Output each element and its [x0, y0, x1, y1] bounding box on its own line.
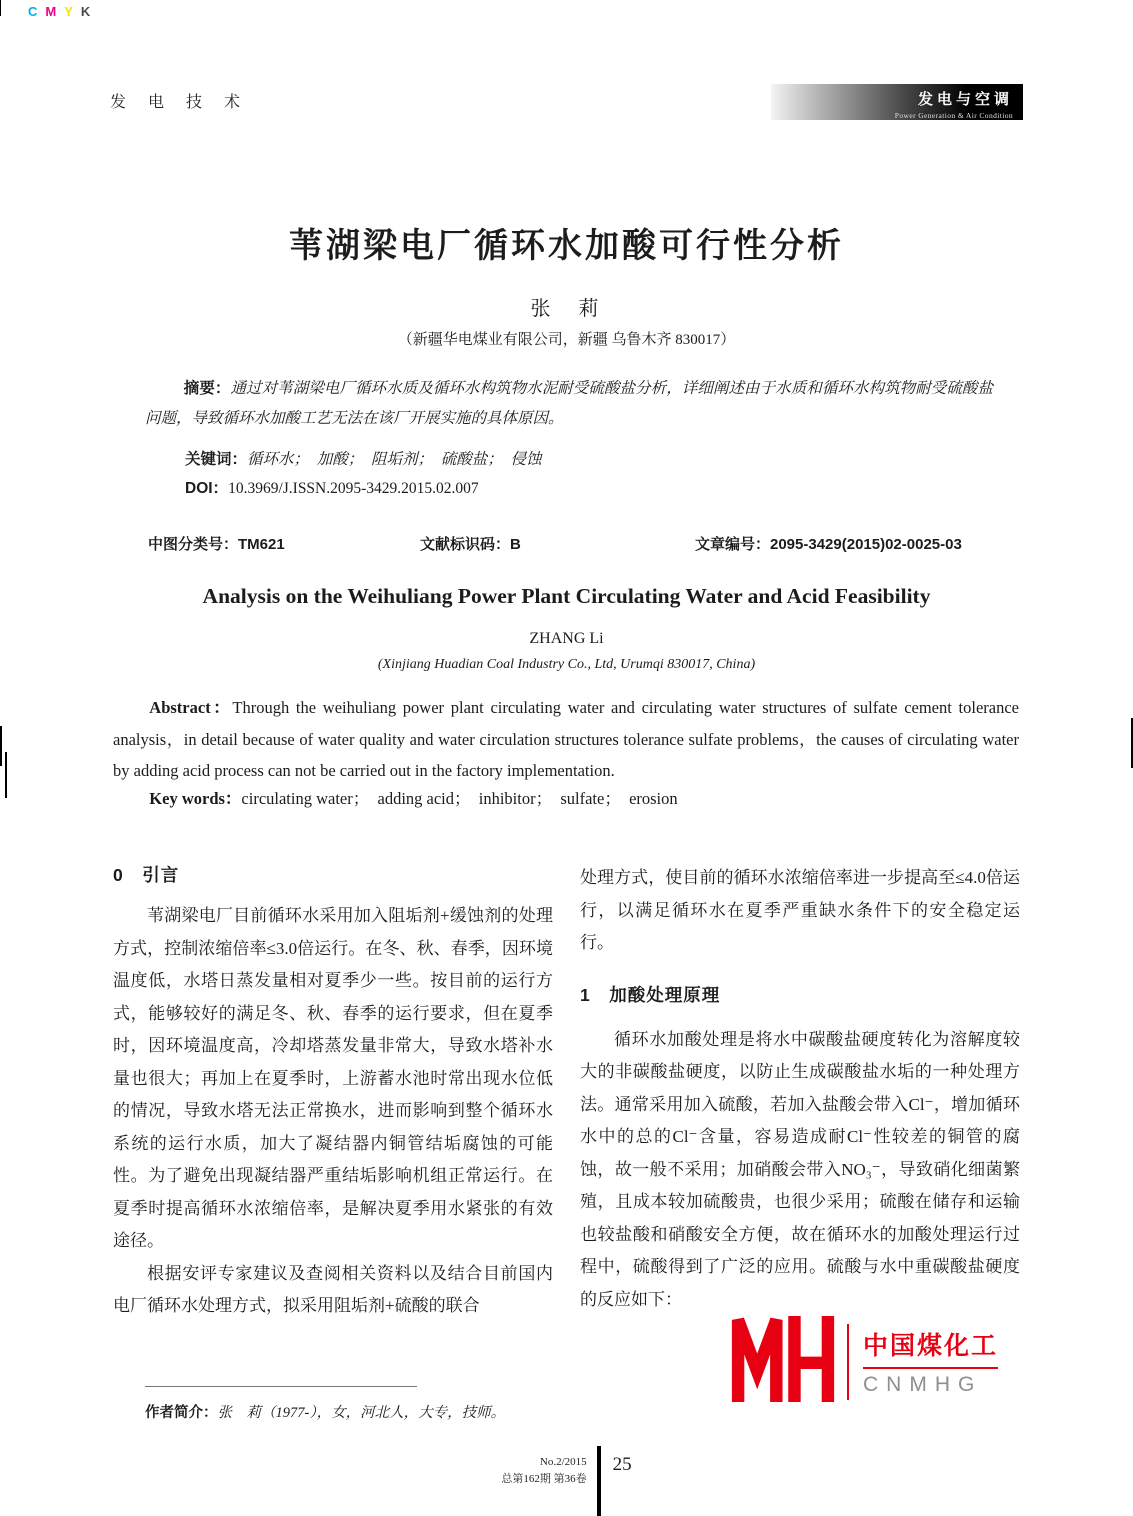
logo-rule [863, 1367, 998, 1369]
section-0-paragraph-2-continued: 处理方式，使目前的循环水浓缩倍率进一步提高至≤4.0倍运行，以满足循环水在夏季严重缺水条件下的安全稳定运行。 [580, 868, 1020, 952]
doi-line [185, 476, 479, 498]
abstract-en-label: Abstract： [149, 698, 233, 717]
keywords-en-text: circulating water； adding acid； inhibitor； sulfate； erosion [241, 789, 678, 808]
logo-text-en: CNMHG [863, 1373, 983, 1396]
author-bio-label: 作者简介： [145, 1405, 218, 1421]
banner-subtitle: Power Generation & Air Condition [894, 111, 1013, 120]
abstract-cn [145, 374, 993, 434]
affiliation-en: (Xinjiang Huadian Coal Industry Co., Ltd, Urumqi 830017, China) [377, 657, 756, 672]
section-0-paragraph-1: 苇湖梁电厂目前循环水采用加入阻垢剂+缓蚀剂的处理方式，控制浓缩倍率≤3.0倍运行。在冬、秋、春季，因环境温度低，水塔日蒸发量相对夏季少一些。按目前的运行方式，能够较好的满足冬、秋、春季的运行要求，但在夏季时，因环境温度高，冷却塔蒸发量非常大，导致水塔补水量也很大；再加上在夏季时，上游蓄水池时常出现水位低的情况，导致水塔无法正常换水，进而影响到整个循环水系统的运行水质，加大了凝结器内铜管结垢腐蚀的可能性。为了避免出现凝结器严重结垢影响机组正常运行。在夏季时提高循环水浓缩倍率，是解决夏季用水紧张的有效途径。 [113, 906, 553, 1250]
cmyk-c-mark: C [28, 4, 40, 19]
section-1-paragraph-1: 循环水加酸处理是将水中碳酸盐硬度转化为溶解度较大的非碳酸盐硬度，以防止生成碳酸盐水垢的一种处理方法。通常采用加入硫酸，若加入盐酸会带入Cl⁻，增加循环水中的总的Cl⁻含量，容易造成耐Cl⁻性较差的铜管的腐蚀，故一般不采用；加硝酸会带入NO₃⁻，导致硝化细菌繁殖，且成本较加硫酸贵，也很少采用；硫酸在储存和运输也较盐酸和硝酸安全方便，故在循环水的加酸处理运行过程中，硫酸得到了广泛的应用。硫酸与水中重碳酸盐硬度的反应如下： [580, 1029, 1020, 1309]
section-0-heading: 0 引言 [113, 865, 180, 885]
abstract-cn-text: 通过对苇湖梁电厂循环水质及循环水构筑物水泥耐受硫酸盐分析，详细阐述由于水质和循环水构筑物耐受硫酸盐问题，导致循环水加酸工艺无法在该厂开展实施的具体原因。 [145, 380, 993, 427]
cmyk-k-mark: K [80, 4, 93, 19]
affiliation-cn: （新疆华电煤业有限公司，新疆 乌鲁木齐 830017） [397, 332, 736, 348]
body-columns [113, 862, 1020, 1323]
print-edge-mark-left-2 [5, 752, 7, 798]
print-edge-mark-left-1 [0, 726, 2, 766]
journal-banner [771, 84, 1023, 120]
abstract-cn-label: 摘要： [183, 380, 231, 397]
keywords-cn-label: 关键词： [185, 451, 248, 468]
doi-value: 10.3969/J.ISSN.2095-3429.2015.02.007 [228, 480, 479, 497]
logo-divider [847, 1324, 849, 1400]
keywords-en [113, 785, 1019, 809]
abstract-en-text: Through the weihuliang power plant circulating water and circulating water structures of sulfate cement tolerance analysis，in detail because of water quality and water circulation structures tolerance sulfate problems，the causes of circulating water by adding acid process can not be carried out in the factory implementation. [113, 698, 1020, 780]
author-bio-rule [145, 1386, 417, 1387]
doi-label: DOI： [185, 480, 229, 497]
logo-text-block [863, 1326, 998, 1397]
issue-info [501, 1446, 586, 1488]
page-number: 25 [612, 1454, 632, 1475]
body-column-right [580, 862, 1020, 1323]
cnmhg-logo [731, 1316, 998, 1407]
cnmhg-logo-mark-icon [731, 1316, 835, 1407]
author-bio-text: 张 莉（1977-），女，河北人，大专，技师。 [217, 1405, 506, 1421]
keywords-en-label: Key words： [149, 789, 242, 808]
issue-volume: 总第162期 第36卷 [501, 1473, 587, 1485]
cmyk-y-mark: Y [64, 4, 75, 19]
classification-row [148, 533, 1028, 553]
print-corner-tick [0, 0, 1, 16]
article-title-en: Analysis on the Weihuliang Power Plant Circulating Water and Acid Feasibility [202, 584, 931, 608]
section-1-heading: 1 加酸处理原理 [580, 984, 721, 1005]
abstract-en [113, 692, 1019, 787]
cmyk-m-mark: M [45, 4, 59, 19]
issue-block [0, 1446, 1133, 1516]
article-title-cn: 苇湖梁电厂循环水加酸可行性分析 [289, 228, 844, 265]
running-head [110, 82, 1023, 120]
issue-number: No.2/2015 [539, 1456, 587, 1468]
issue-divider-bar [597, 1446, 601, 1516]
author-bio [145, 1401, 505, 1422]
keywords-cn [185, 447, 542, 469]
author-cn: 张 莉 [530, 298, 603, 320]
article-id: 文章编号：2095-3429(2015)02-0025-03 [695, 536, 962, 553]
cmyk-print-marks [28, 4, 98, 19]
clc-number: 中图分类号：TM621 [148, 536, 285, 553]
keywords-cn-text: 循环水； 加酸； 阻垢剂； 硫酸盐； 侵蚀 [247, 451, 542, 468]
logo-text-cn: 中国煤化工 [863, 1332, 999, 1360]
section-0-paragraph-2: 根据安评专家建议及查阅相关资料以及结合目前国内电厂循环水处理方式，拟采用阻垢剂+硫酸的联合 [113, 1263, 553, 1315]
banner-title: 发电与空调 [917, 91, 1013, 108]
journal-section-title: 发 电 技 术 [110, 94, 250, 111]
author-en: ZHANG Li [529, 630, 604, 647]
body-column-left [113, 862, 553, 1323]
document-code: 文献标识码：B [420, 536, 521, 553]
